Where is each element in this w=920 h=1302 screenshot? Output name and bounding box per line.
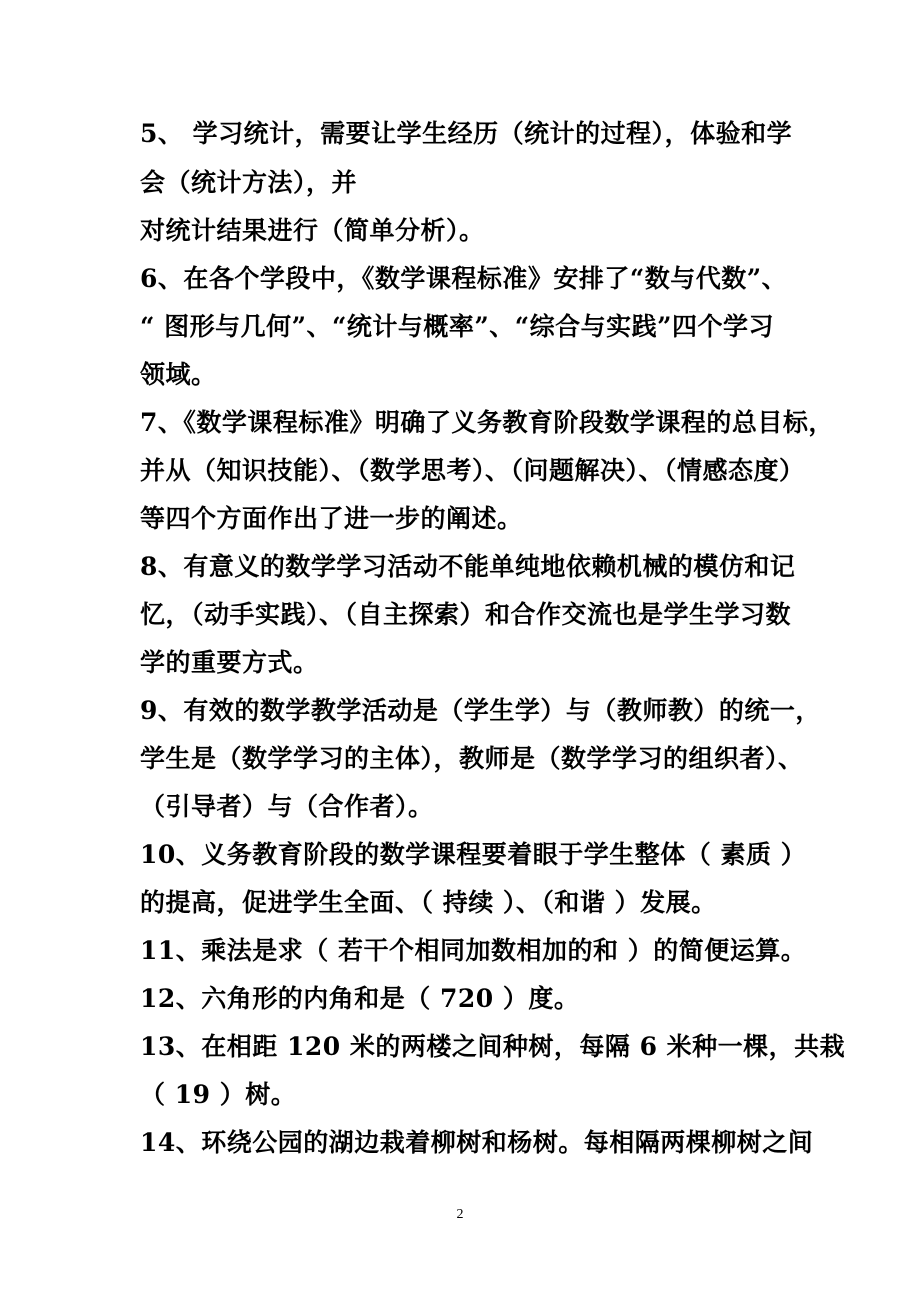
text-line: 7、《数学课程标准》明确了义务教育阶段数学课程的总目标，: [140, 408, 834, 437]
text-line: 对统计结果进行（简单分析）。: [140, 216, 485, 245]
text-line: 的提高，促进学生全面、（ 持续 ）、（和谐 ）发展。: [140, 888, 717, 917]
text-line: 5、 学习统计，需要让学生经历（统计的过程），体验和学: [140, 119, 793, 148]
text-line: 并从（知识技能）、（数学思考）、（问题解决）、（情感态度）: [140, 456, 805, 485]
text-line: 13、在相距 120 米的两楼之间种树，每隔 6 米种一棵，共栽: [140, 1032, 846, 1061]
text-line: 10、义务教育阶段的数学课程要着眼于学生整体（ 素质 ）: [140, 840, 807, 869]
text-line: 领域。: [140, 360, 217, 389]
text-line: 会（统计方法），并: [140, 168, 358, 197]
text-line: 忆，（动手实践）、（自主探索）和合作交流也是学生学习数: [140, 600, 792, 629]
text-line: 学生是（数学学习的主体），教师是（数学学习的组织者）、: [140, 744, 804, 773]
text-line: 学的重要方式。: [140, 648, 319, 677]
text-line: （ 19 ）树。: [140, 1080, 297, 1109]
text-line: （引导者）与（合作者）。: [140, 792, 434, 821]
text-line: 14、环绕公园的湖边栽着柳树和杨树。每相隔两棵柳树之间: [140, 1128, 814, 1157]
text-line: 8、有意义的数学学习活动不能单纯地依赖机械的模仿和记: [140, 552, 796, 581]
text-line: “ 图形与几何”、“统计与概率”、“综合与实践”四个学习: [140, 312, 774, 341]
page-number: 2: [456, 1207, 464, 1222]
text-line: 11、乘法是求（ 若干个相同加数相加的和 ）的简便运算。: [140, 936, 807, 965]
text-line: 6、在各个学段中，《数学课程标准》安排了“数与代数”、: [140, 264, 788, 293]
text-line: 12、六角形的内角和是（ 720 ）度。: [140, 984, 580, 1013]
text-line: 9、有效的数学教学活动是（学生学）与（教师教）的统一，: [140, 696, 821, 725]
text-line: 等四个方面作出了进一步的阐述。: [140, 504, 523, 533]
